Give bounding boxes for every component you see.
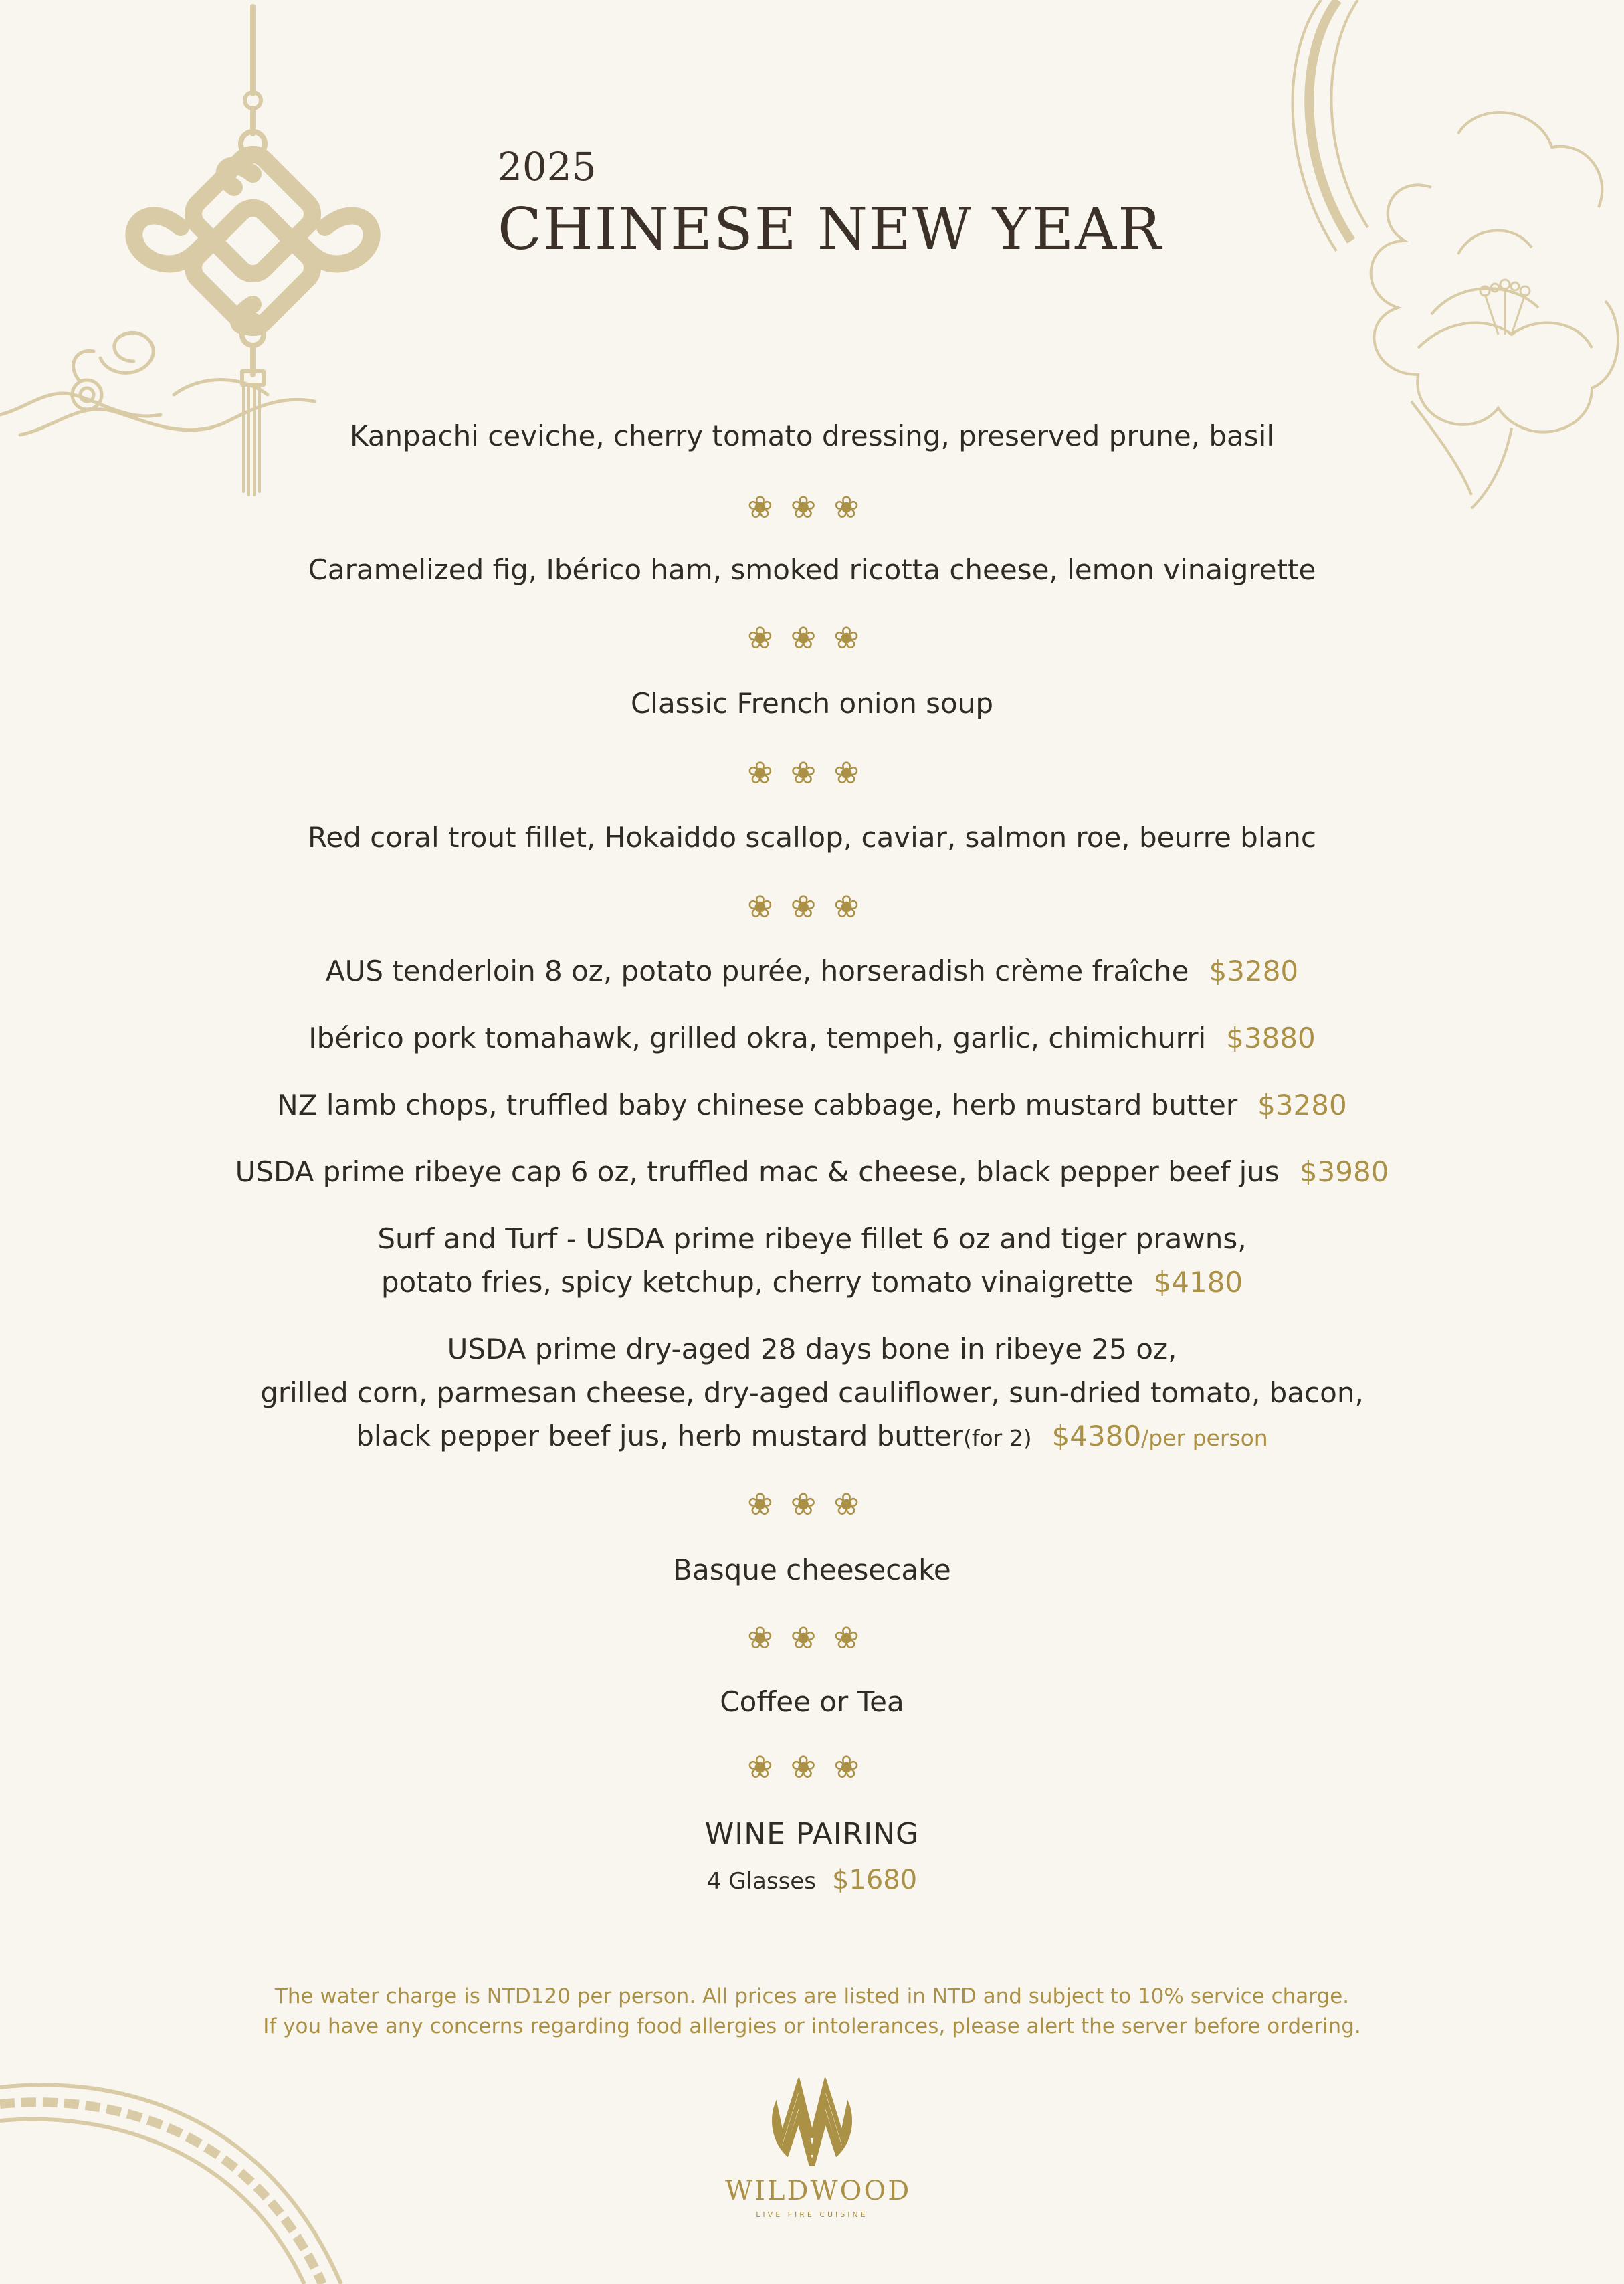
main-option-text: AUS tenderloin 8 oz, potato purée, horseradish crème fraîche [325, 955, 1189, 987]
main-option-surf-turf-line1: Surf and Turf - USDA prime ribeye fillet 6 oz and tiger prawns, [377, 1222, 1247, 1255]
main-option-price: $3280 [1257, 1088, 1347, 1121]
separator-ornament: ❀❀❀ [747, 755, 877, 791]
main-option-price: $3280 [1209, 955, 1299, 987]
serving-note: (for 2) [962, 1425, 1032, 1451]
main-option-text: Ibérico pork tomahawk, grilled okra, tempeh, garlic, chimichurri [308, 1022, 1207, 1054]
separator-ornament: ❀❀❀ [747, 1749, 877, 1785]
main-option-text: potato fries, spicy ketchup, cherry tomato vinaigrette [381, 1266, 1134, 1299]
main-option-bone-in-line3 [0, 1415, 1624, 1460]
main-option-surf-turf-line2 [0, 1261, 1624, 1304]
course-starter-1: Kanpachi ceviche, cherry tomato dressing, preserved prune, basil [349, 419, 1274, 452]
separator-ornament: ❀❀❀ [747, 1620, 877, 1656]
main-option-price: $3880 [1226, 1022, 1316, 1054]
wine-price: $1680 [831, 1865, 918, 1895]
wine-glasses: 4 Glasses [706, 1868, 816, 1895]
main-option-lamb [0, 1084, 1624, 1127]
separator-ornament: ❀❀❀ [747, 489, 877, 525]
separator-ornament: ❀❀❀ [747, 888, 877, 925]
main-option-price: $4180 [1153, 1266, 1243, 1299]
brand-name: WILDWOOD [725, 2176, 912, 2206]
wine-pairing-detail [0, 1859, 1624, 1903]
course-dessert: Basque cheesecake [673, 1553, 951, 1586]
separator-ornament: ❀❀❀ [747, 1486, 877, 1522]
main-option-ribeye-cap [0, 1151, 1624, 1194]
separator-ornament: ❀❀❀ [747, 620, 877, 656]
fret-ring-ornament-icon [0, 2047, 361, 2284]
course-starter-2: Caramelized fig, Ibérico ham, smoked ricotta cheese, lemon vinaigrette [308, 553, 1316, 586]
main-option-price: $3980 [1299, 1155, 1389, 1188]
wine-pairing-title: WINE PAIRING [704, 1817, 920, 1851]
main-option-pork [0, 1017, 1624, 1060]
wildwood-leaf-icon [769, 2074, 855, 2168]
event-year: 2025 [498, 144, 597, 189]
course-drink: Coffee or Tea [720, 1685, 904, 1718]
main-option-bone-in-line1: USDA prime dry-aged 28 days bone in ribeye 25 oz, [447, 1333, 1177, 1365]
main-option-text: black pepper beef jus, herb mustard butter [356, 1420, 963, 1452]
brand-tagline: LIVE FIRE CUISINE [756, 2210, 868, 2219]
course-soup: Classic French onion soup [630, 687, 994, 720]
service-charge-note: The water charge is NTD120 per person. All prices are listed in NTD and subject to 10% service charge. [274, 1984, 1350, 2008]
main-option-price: $4380 [1051, 1420, 1142, 1452]
main-option-text: USDA prime ribeye cap 6 oz, truffled mac & cheese, black pepper beef jus [235, 1155, 1280, 1188]
main-option-text: NZ lamb chops, truffled baby chinese cabbage, herb mustard butter [277, 1088, 1238, 1121]
allergy-note: If you have any concerns regarding food allergies or intolerances, please alert the server before ordering. [263, 2014, 1361, 2038]
menu-title-block [498, 144, 1162, 263]
menu-title: CHINESE NEW YEAR [498, 196, 1162, 263]
main-option-tenderloin [0, 950, 1624, 993]
main-option-bone-in-line2: grilled corn, parmesan cheese, dry-aged cauliflower, sun-dried tomato, bacon, [260, 1376, 1364, 1409]
price-unit: /per person [1141, 1425, 1268, 1451]
course-fish: Red coral trout fillet, Hokaiddo scallop, caviar, salmon roe, beurre blanc [308, 821, 1316, 854]
brand-logo [725, 2074, 912, 2219]
